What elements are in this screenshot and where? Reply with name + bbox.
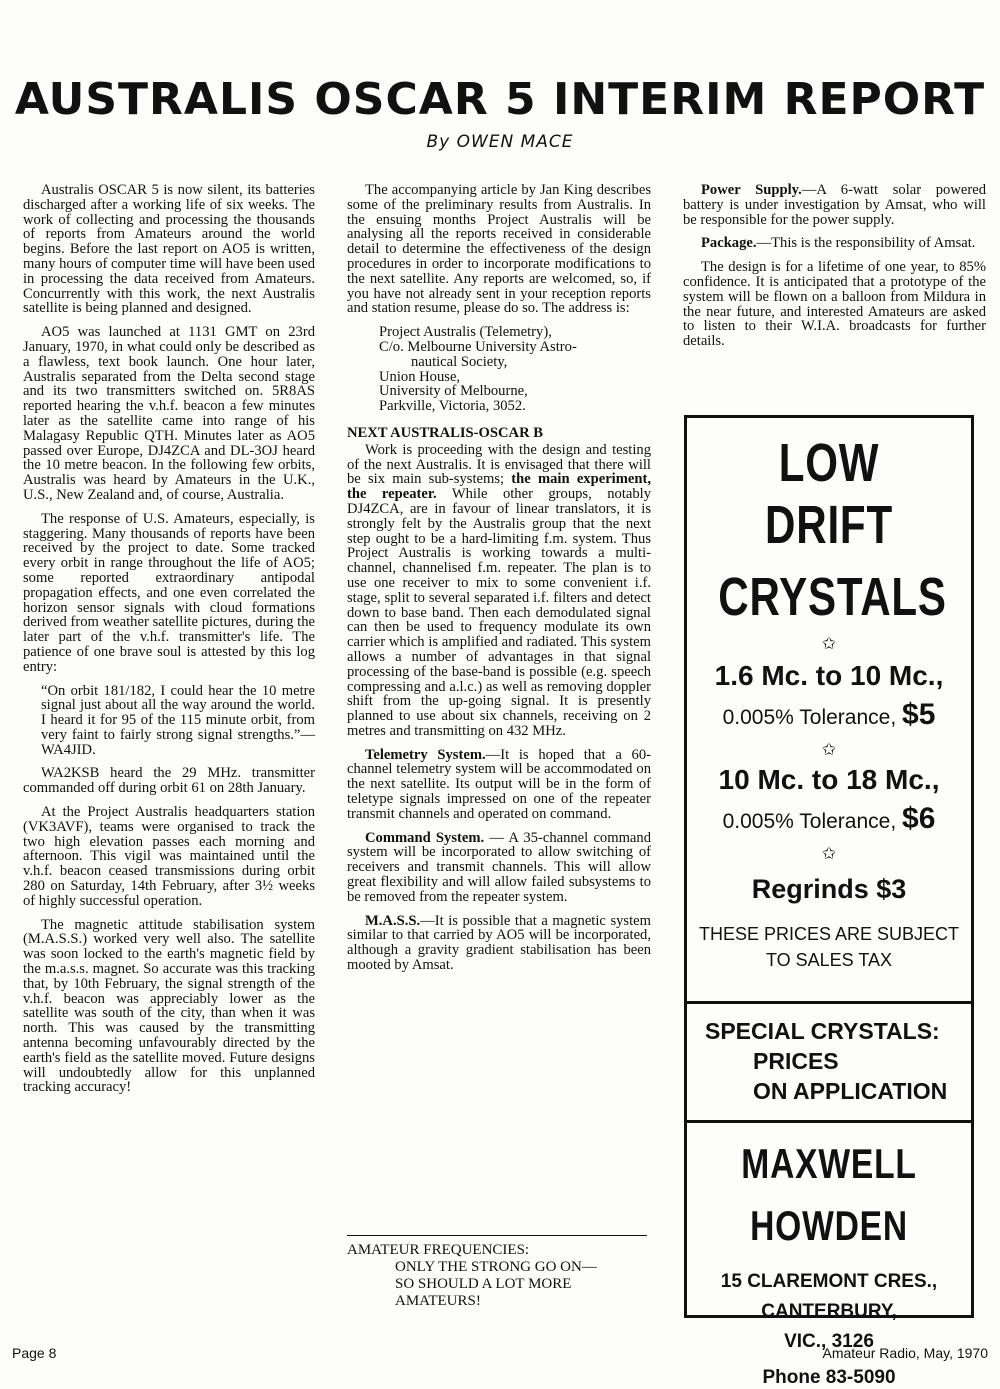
- paragraph: At the Project Australis headquarters station (VK3AVF), teams were organised to track the two high elevation passes each morning and afternoon. This vigil was maintained until the v.h.f. beacon ceased transmissions during orbit 280 on Saturday, 14th February, after 3½ weeks of highly successful operation.: [23, 804, 315, 909]
- paragraph: Work is proceeding with the design and testing of the next Australis. It is envisaged that there will be six main sub-systems; the main experiment, the repeater. While other groups, notably DJ4ZCA, are in favour of linear translators, it is strongly felt by the Australis group that the next step ought to be a hard-limiting f.m. system. Thus Project Australis is working towards a multi-channel, channelised f.m. repeater. The plan is to use one receiver to mix to some convenient i.f. stage, split to several separated i.f. filters and detect down to base band. Then each demodulated signal can then be used to frequency modulate its own carrier which is amplified and radiated. This system allows a number of advantages in that signal processing of the base-band is possible (e.g. speech compressing and a.l.c.) as well as removing doppler shift from the up-going signal. It is presently planned to use about six channels, receiving on 2 metres and transmitting on 432 MHz.: [347, 441, 651, 739]
- log-quote: “On orbit 181/182, I could hear the 10 metre signal just about all the way around the world. I heard it for 95 of the 115 minute orbit, from very faint to fairly strong signal strengths.”—WA4JID.: [41, 682, 315, 758]
- ad-headline-1: LOW DRIFT: [765, 433, 893, 555]
- address-line: University of Melbourne,: [379, 383, 528, 400]
- publication-info: Amateur Radio, May, 1970: [822, 1345, 988, 1361]
- section-heading: NEXT AUSTRALIS-OSCAR B: [347, 424, 543, 441]
- paragraph: The response of U.S. Amateurs, especially, is staggering. Many thousands of reports have been received by the project to date. Some tracked every orbit in range throughout the life of AO5; some reported extraordinary antipodal propagation effects, and one even correlated the horizon sensor signals with cloud formations derived from weather satellite pictures, during the later part of the v.h.f. transmitter's life. The patience of one brave soul is attested by this log entry:: [23, 510, 315, 675]
- paragraph: Australis OSCAR 5 is now silent, its batteries discharged after a working life of six weeks. The work of collecting and processing the thousands of reports from Amateurs around the world begins. Before the last report on AO5 is written, many hours of computer time will have been used in processing the data received from Amateurs. Concurrently with this work, the next Australis satellite is being planned and designed.: [23, 182, 315, 317]
- ad-tax-note: THESE PRICES ARE SUBJECT TO SALES TAX: [698, 924, 960, 970]
- paragraph: Command System. — A 35-channel command system will be incorporated to allow switching of receivers and transmit channels. This will allow great flexibility and will allow failed subsystems to be removed from the repeater system.: [347, 829, 652, 905]
- paragraph: AO5 was launched at 1131 GMT on 23rd January, 1970, in what could only be described as a flawless, text book launch. One hour later, Australis separated from the Delta second stage and its two transmitters switched on. 5R8AS reported hearing the v.h.f. beacon a few minutes later as the satellite came into range of his Malagasy Republic QTH. Minutes later as AO5 passed over Europe, DJ4ZCA and DL-3OJ heard the 10 metre beacon. In the following few orbits, Australis was heard by Amateurs in the U.K., U.S., New Zealand and, of course, Australia.: [23, 324, 315, 503]
- paragraph: The design is for a lifetime of one year, to 85% confidence. It is anticipated that a prototype of the system will be flown on a balloon from Mildura in the near future, and interested Amateurs are asked to listen to their W.I.A. broadcasts for further details.: [683, 259, 986, 350]
- star-icon: ✩: [821, 634, 837, 653]
- ad-tolerance-1: 0.005% Tolerance, $5: [722, 698, 936, 731]
- ad-divider: [687, 1120, 971, 1123]
- paragraph: The magnetic attitude stabilisation system (M.A.S.S.) worked very well also. The satellite was soon locked to the earth's magnetic field by the m.a.s.s. magnet. So accurate was this tracking that, by 10th February, the signal strength of the v.h.f. beacon was appreciably lower as the satellite was south of the city, than when it was north. This was caused by the transmitting antenna becoming unfavourably directed by the earth's field as the satellite moved. Future designs will undoubtedly allow for this unplanned tracking accuracy!: [23, 916, 315, 1096]
- byline: By OWEN MACE: [426, 132, 574, 152]
- address-line: C/o. Melbourne University Astro-: [379, 338, 577, 355]
- filler-text: ONLY THE STRONG GO ON— SO SHOULD A LOT MORE AMATEURS!: [395, 1259, 597, 1309]
- paragraph: WA2KSB heard the 29 MHz. transmitter commanded off during orbit 61 on 28th January.: [23, 765, 315, 797]
- filler-heading: AMATEUR FREQUENCIES:: [347, 1242, 530, 1258]
- address-line: nautical Society,: [411, 353, 508, 370]
- mailing-address: [379, 325, 651, 414]
- ad-phone: Phone 83-5090: [762, 1367, 896, 1388]
- address-line: Project Australis (Telemetry),: [379, 324, 552, 341]
- ad-company: MAXWELL HOWDEN: [741, 1140, 917, 1249]
- ad-regrinds: Regrinds $3: [751, 874, 907, 904]
- ad-range-1: 1.6 Mc. to 10 Mc.,: [714, 660, 944, 691]
- paragraph: Power Supply.—A 6-watt solar powered battery is under investigation by Amsat, who will be responsible for the power supply.: [683, 182, 987, 228]
- address-line: Union House,: [379, 368, 461, 385]
- ad-tolerance-2: 0.005% Tolerance, $6: [722, 802, 936, 835]
- filler-note: [347, 1235, 651, 1310]
- column-1: [23, 183, 315, 1104]
- star-icon: ✩: [821, 844, 837, 863]
- page-number: Page 8: [12, 1345, 57, 1361]
- divider: [347, 1235, 647, 1236]
- ad-headline-2: CRYSTALS: [718, 567, 947, 627]
- ad-address: 15 CLAREMONT CRES., CANTERBURY, VIC., 3126: [720, 1271, 938, 1352]
- article-title: AUSTRALIS OSCAR 5 INTERIM REPORT: [14, 74, 986, 125]
- paragraph: The accompanying article by Jan King describes some of the preliminary results from Australis. In the ensuing months Project Australis will be analysing all the reports received in considerable detail to determine the effectiveness of the design procedures in order to incorporate modifications to the next satellite. Any reports are welcomed, so, if you have not already sent in your reception reports and station resume, please do so. The address is:: [347, 182, 651, 317]
- column-2: [347, 183, 651, 982]
- ad-special: SPECIAL CRYSTALS: PRICES ON APPLICATION: [705, 1018, 948, 1104]
- ad-range-2: 10 Mc. to 18 Mc.,: [718, 764, 940, 795]
- column-3: [683, 183, 986, 358]
- paragraph: M.A.S.S.—It is possible that a magnetic system similar to that carried by AO5 will be incorporated, although a gravity gradient stabilisation has been mooted by Amsat.: [347, 912, 651, 974]
- paragraph: Telemetry System.—It is hoped that a 60-channel telemetry system will be accommodated on the next satellite. Its output will be in the form of teletype signals impressed on one of the repeater transmit channels and operated on command.: [347, 746, 651, 822]
- address-line: Parkville, Victoria, 3052.: [379, 398, 526, 415]
- star-icon: ✩: [821, 740, 837, 759]
- paragraph: Package.—This is the responsibility of Amsat.: [701, 235, 976, 252]
